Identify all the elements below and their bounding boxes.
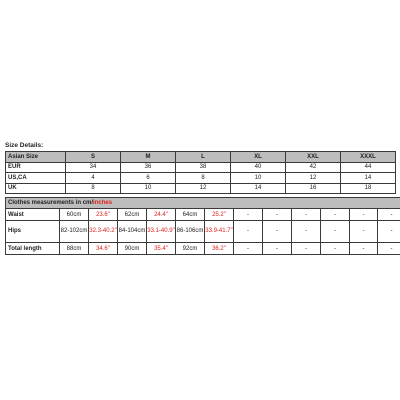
measurements-heading [6,198,400,209]
table-cell: 88cm [60,243,89,255]
table-row [6,221,400,243]
table-cell: 24.4" [147,209,176,221]
table-cell: - [292,221,321,243]
table-cell: 16 [286,183,341,194]
table-cell: - [350,209,378,221]
size-conversion-table [5,151,396,194]
table-cell: 6 [121,173,176,184]
table-cell: 25.2" [205,209,234,221]
table-cell: 40 [231,162,286,173]
table-cell: 35.4" [147,243,176,255]
table-cell: 44 [341,162,396,173]
table-cell: 32.3-40.2" [89,221,118,243]
measurements-table [5,197,400,255]
row-label: EUR [6,162,66,173]
table-cell: 4 [66,173,121,184]
header-cell: Asian Size [6,152,66,163]
table-row [6,183,396,194]
table-cell: 10 [231,173,286,184]
table-cell: - [292,243,321,255]
table-cell: 64cm [176,209,205,221]
header-cell: XXL [286,152,341,163]
table-cell: 12 [286,173,341,184]
table-cell: 12 [176,183,231,194]
table-row [6,209,400,221]
table-cell: 82-102cm [60,221,89,243]
table-cell: 10 [121,183,176,194]
table-cell: 86-106cm [176,221,205,243]
table-cell: - [378,209,400,221]
table-cell: - [378,243,400,255]
row-label: Total length [6,243,60,255]
table-cell: - [234,209,263,221]
table-cell: - [321,221,350,243]
table-cell: - [234,243,263,255]
table-row [6,243,400,255]
table-cell: - [378,221,400,243]
table-cell: 14 [231,183,286,194]
table-cell: 36 [121,162,176,173]
row-label: Waist [6,209,60,221]
table-cell: 18 [341,183,396,194]
table-cell: - [350,243,378,255]
table-cell: 62cm [118,209,147,221]
table-cell: 36.2" [205,243,234,255]
table-cell: 42 [286,162,341,173]
section-title: Size Details: [5,142,44,149]
size-header-row [6,152,396,163]
header-cell: XXXL [341,152,396,163]
table-cell: 84-104cm [118,221,147,243]
heading-text: Clothes measurements in cm/ [8,200,94,206]
table-cell: - [321,209,350,221]
table-cell: 92cm [176,243,205,255]
table-row [6,162,396,173]
measurements-heading-row [6,198,400,209]
table-cell: - [321,243,350,255]
table-cell: 33.9-41.7" [205,221,234,243]
table-cell: 33.1-40.9" [147,221,176,243]
row-label: US,CA [6,173,66,184]
table-cell: 38 [176,162,231,173]
table-cell: - [234,221,263,243]
table-cell: - [292,209,321,221]
table-cell: 34 [66,162,121,173]
table-cell: 8 [176,173,231,184]
table-cell: 90cm [118,243,147,255]
table-cell: 34.6" [89,243,118,255]
heading-inches-text: inches [93,200,113,206]
table-cell: 8 [66,183,121,194]
header-cell: M [121,152,176,163]
table-cell: 14 [341,173,396,184]
row-label: UK [6,183,66,194]
table-cell: 23.6" [89,209,118,221]
table-cell: - [350,221,378,243]
table-row [6,173,396,184]
table-cell: - [263,209,292,221]
header-cell: XL [231,152,286,163]
table-cell: - [263,221,292,243]
header-cell: L [176,152,231,163]
header-cell: S [66,152,121,163]
row-label: Hips [6,221,60,243]
table-cell: 60cm [60,209,89,221]
table-cell: - [263,243,292,255]
